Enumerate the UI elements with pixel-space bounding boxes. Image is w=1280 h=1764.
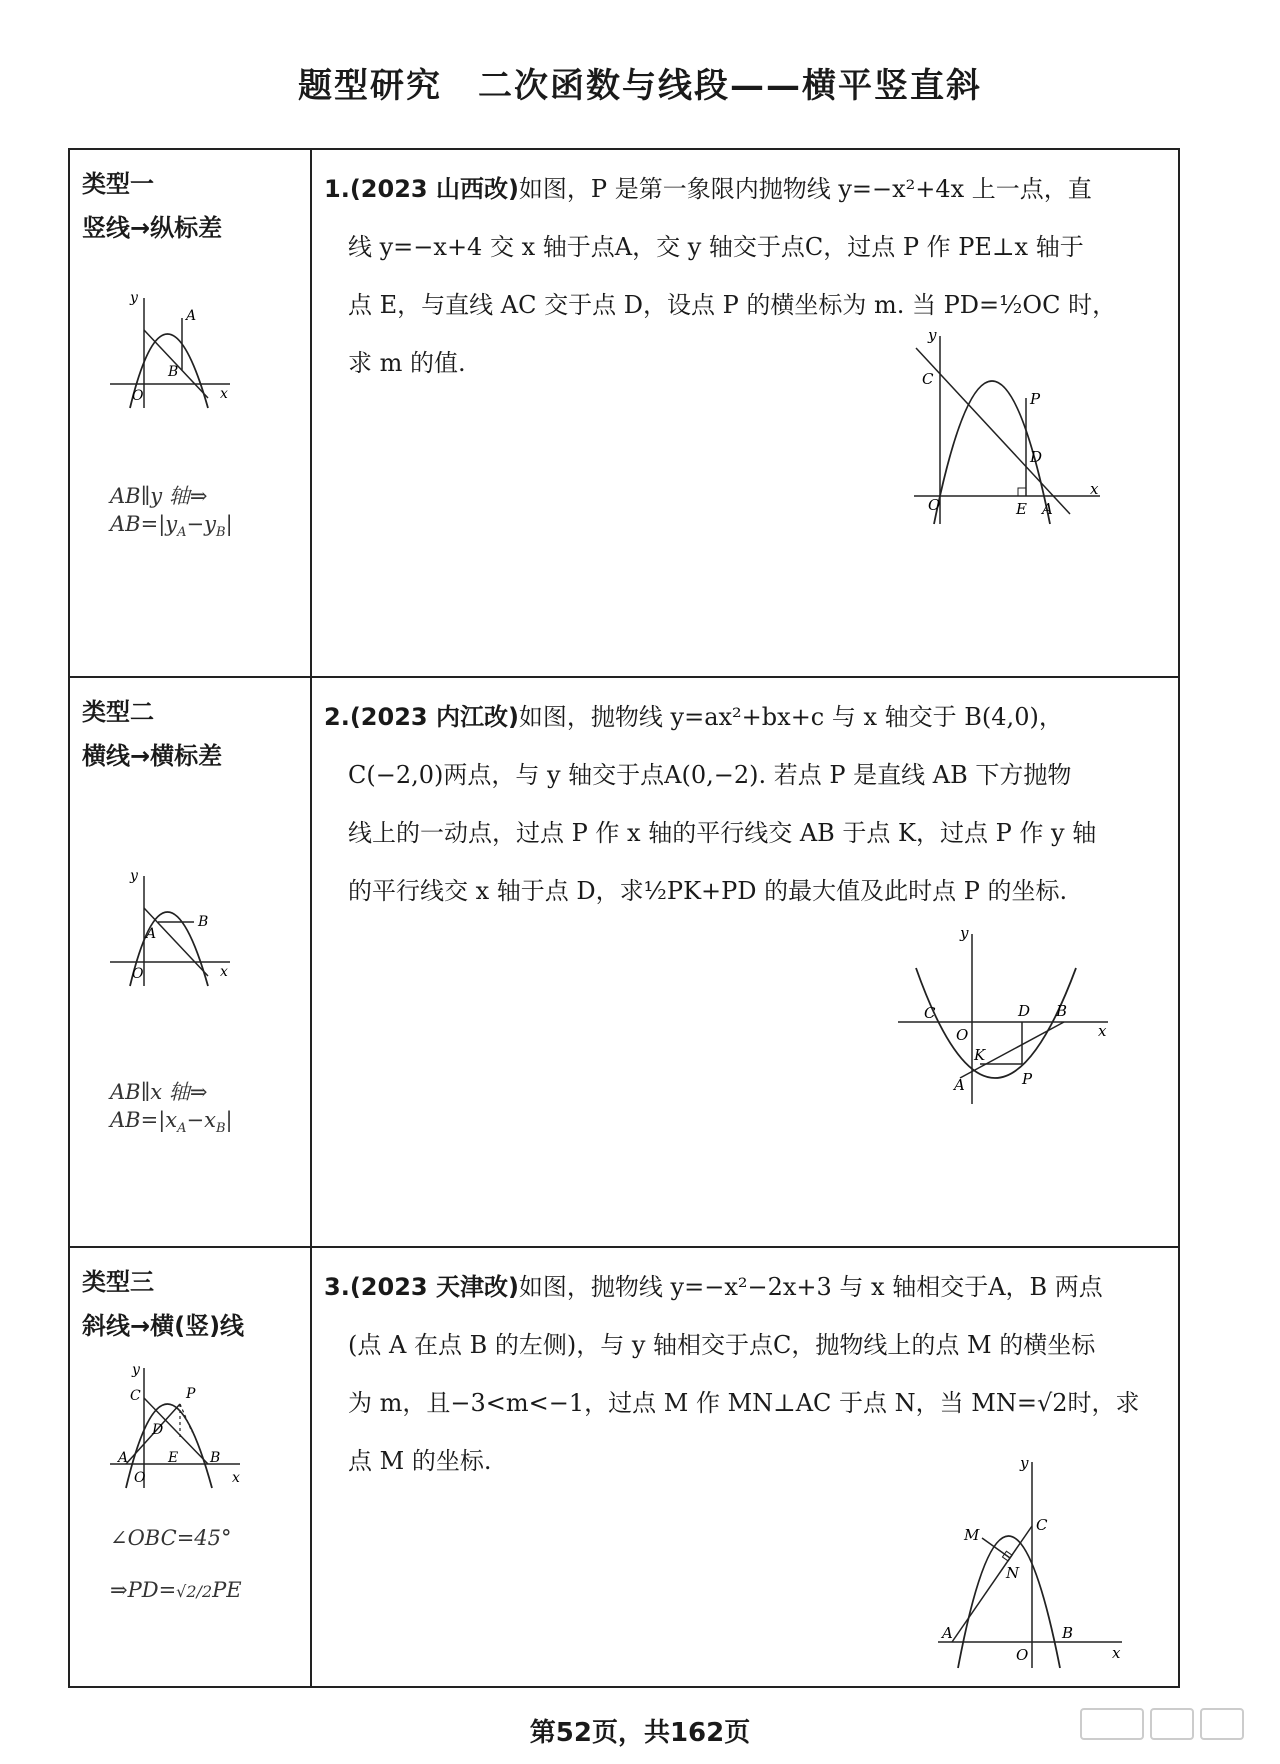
svg-text:B: B [198, 914, 209, 930]
svg-text:N: N [1006, 1564, 1020, 1582]
formula-line-2: $AB=|x_A-x_B|$ [110, 1108, 233, 1137]
svg-text:x: x [232, 1470, 240, 1486]
svg-text:O: O [134, 1470, 146, 1486]
svg-text:O: O [132, 966, 144, 982]
svg-text:A: A [954, 1076, 965, 1094]
formula-line-1: AB∥x 轴⇒ [110, 1080, 208, 1104]
fullscreen-button[interactable] [1200, 1708, 1244, 1740]
svg-text:B: B [210, 1450, 221, 1466]
svg-text:P: P [1030, 390, 1041, 408]
svg-text:y: y [130, 868, 138, 884]
svg-text:A: A [118, 1450, 129, 1466]
problem-cell [312, 1248, 1178, 1686]
side-label-a: A [186, 308, 197, 324]
svg-text:y: y [1020, 1454, 1029, 1472]
side-label-o: O [132, 388, 144, 404]
side-label-b: B [168, 364, 179, 380]
svg-text:O: O [928, 496, 941, 514]
problem-2: 2.(2023 内江改)如图，抛物线 y=ax²+bx+c 与 x 轴交于 B(4,0)， C(−2,0)两点，与 y 轴交于点A(0,−2). 若点 P 是直线 AB 下方抛物 线上的一动点，过点 P 作 x 轴的平行线交 AB 于点 K，过点 P 作 y 轴 的平行线交 x 轴于点 D，求½PK+PD 的最大值及此时点 P 的坐标. [324, 703, 1097, 905]
svg-text:x: x [1098, 1022, 1107, 1040]
side-label-y: y [130, 290, 138, 306]
svg-text:A: A [942, 1624, 953, 1642]
svg-text:x: x [1112, 1644, 1121, 1662]
svg-text:C: C [924, 1004, 936, 1022]
side-figure-1 [100, 280, 240, 420]
table-row-type-1 [70, 150, 1178, 678]
svg-text:y: y [132, 1362, 140, 1378]
formula-line-1: ∠OBC=45° [110, 1526, 232, 1550]
type-cell [70, 150, 312, 676]
type-cell [70, 1248, 312, 1686]
svg-text:O: O [956, 1026, 969, 1044]
svg-text:A: A [1042, 500, 1053, 518]
svg-text:y: y [928, 328, 937, 344]
svg-text:E: E [1016, 500, 1027, 518]
problem-1: 1.(2023 山西改)如图，P 是第一象限内抛物线 y=−x²+4x 上一点，直 线 y=−x+4 交 x 轴于点A，交 y 轴交于点C，过点 P 作 PE⊥x 轴于 点 E，与直线 AC 交于点 D，设点 P 的横坐标为 m. 当 PD=½OC 时， 求 m 的值. [324, 175, 1117, 377]
problem-cell [312, 150, 1178, 676]
svg-text:D: D [152, 1422, 164, 1438]
problem-figure-1 [910, 328, 1110, 528]
page-footer: 第52页，共162页 [529, 1718, 751, 1748]
problem-3: 3.(2023 天津改)如图，抛物线 y=−x²−2x+3 与 x 轴相交于A，B 两点 (点 A 在点 B 的左侧)，与 y 轴相交于点C，抛物线上的点 M 的横坐标 为 m，且−3<m<−1，过点 M 作 MN⊥AC 于点 N，当 MN=√2时，求 点 M 的坐标. [324, 1273, 1140, 1475]
svg-text:D: D [1018, 1002, 1031, 1020]
svg-text:E: E [168, 1450, 179, 1466]
type-name: 类型三 [82, 1268, 154, 1296]
table-row-type-2 [70, 678, 1178, 1248]
viewer-toolbar [1080, 1706, 1250, 1740]
formula-line-1: AB∥y 轴⇒ [110, 484, 208, 508]
svg-text:B: B [1056, 1002, 1068, 1020]
problem-cell [312, 678, 1178, 1246]
svg-text:B: B [1062, 1624, 1074, 1642]
zoom-out-button[interactable] [1080, 1708, 1144, 1740]
type-name: 类型二 [82, 698, 154, 726]
svg-text:M: M [964, 1526, 980, 1544]
side-label-x: x [220, 386, 228, 402]
svg-text:A: A [146, 926, 157, 942]
svg-text:P: P [186, 1386, 196, 1402]
type-method: 横线→横标差 [82, 742, 223, 770]
svg-text:C: C [922, 370, 934, 388]
problem-figure-3 [932, 1454, 1132, 1676]
svg-text:y: y [960, 928, 969, 942]
svg-text:O: O [1016, 1646, 1029, 1664]
svg-text:K: K [974, 1046, 986, 1064]
svg-text:x: x [1090, 480, 1099, 498]
content-table [68, 148, 1180, 1688]
formula-line-2: $AB=|y_A-y_B|$ [110, 512, 233, 541]
table-row-type-3 [70, 1248, 1178, 1686]
svg-text:x: x [220, 964, 228, 980]
svg-text:C: C [1036, 1516, 1048, 1534]
problem-figure-2 [894, 928, 1120, 1108]
formula-line-2: ⇒PD=√2/2PE [110, 1578, 242, 1602]
page-view-button[interactable] [1150, 1708, 1194, 1740]
type-name: 类型一 [82, 170, 154, 198]
svg-text:P: P [1022, 1070, 1033, 1088]
type-cell [70, 678, 312, 1246]
type-method: 斜线→横(竖)线 [82, 1312, 245, 1340]
svg-text:C: C [130, 1388, 141, 1404]
svg-text:D: D [1030, 448, 1043, 466]
type-method: 竖线→纵标差 [82, 214, 223, 242]
page-title: 题型研究 二次函数与线段——横平竖直斜 [298, 66, 982, 106]
side-figure-2 [100, 858, 240, 998]
side-figure-3 [100, 1360, 250, 1500]
